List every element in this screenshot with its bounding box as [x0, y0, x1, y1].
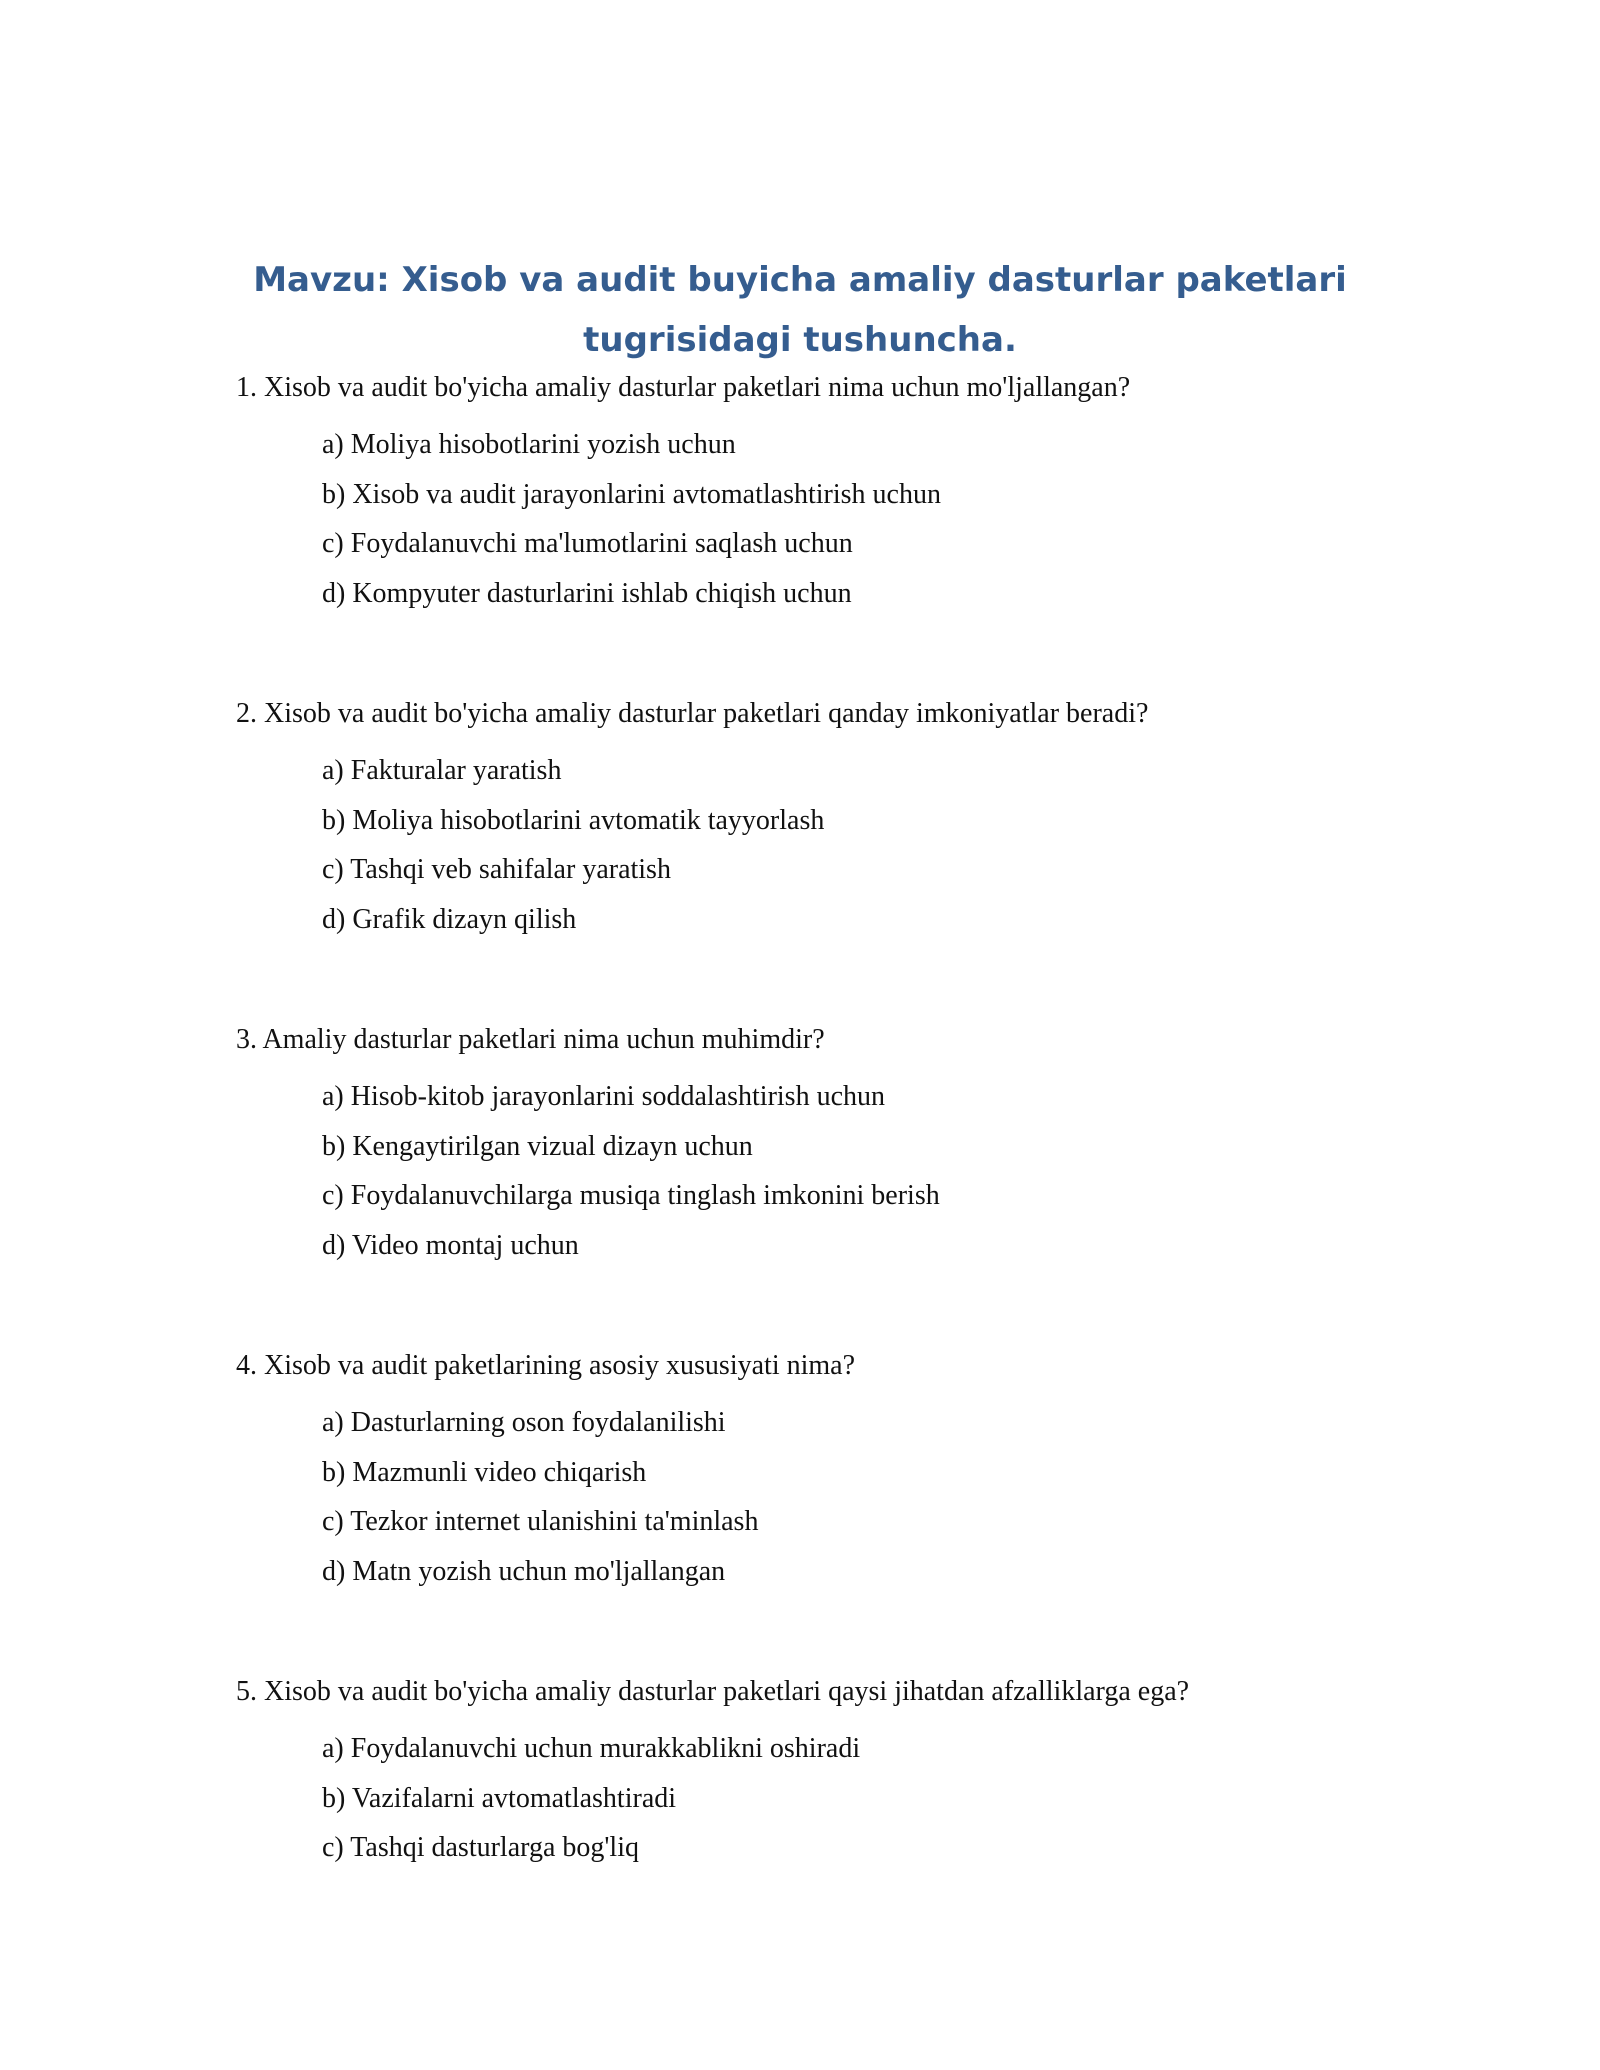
question-4: [236, 1344, 1416, 1596]
answer-options: [322, 746, 1416, 944]
answer-option-a: a) Fakturalar yaratish: [322, 755, 562, 786]
answer-option-b: b) Kengaytirilgan vizual dizayn uchun: [322, 1130, 753, 1162]
answer-options: [322, 1724, 1416, 1873]
answer-options: [322, 1072, 1416, 1270]
answer-option-d: d) Kompyuter dasturlarini ishlab chiqish uchun: [322, 577, 852, 609]
answer-option-c: c) Tashqi dasturlarga bog'liq: [322, 1832, 639, 1863]
question-text: 5. Xisob va audit bo'yicha amaliy dasturlar paketlari qaysi jihatdan afzalliklarga ega?: [236, 1676, 1190, 1707]
answer-option-c: c) Tezkor internet ulanishini ta'minlash: [322, 1506, 759, 1537]
answer-option-d: d) Grafik dizayn qilish: [322, 903, 577, 935]
answer-option-a: a) Hisob-kitob jarayonlarini soddalashtirish uchun: [322, 1081, 885, 1112]
question-text: 1. Xisob va audit bo'yicha amaliy dasturlar paketlari nima uchun mo'ljallangan?: [236, 372, 1131, 403]
question-text: 4. Xisob va audit paketlarining asosiy xususiyati nima?: [236, 1350, 856, 1381]
question-text: 2. Xisob va audit bo'yicha amaliy dasturlar paketlari qanday imkoniyatlar beradi?: [236, 698, 1149, 729]
answer-option-c: c) Foydalanuvchi ma'lumotlarini saqlash uchun: [322, 528, 853, 559]
answer-option-b: b) Mazmunli video chiqarish: [322, 1456, 647, 1488]
answer-options: [322, 1398, 1416, 1596]
answer-option-d: d) Video montaj uchun: [322, 1229, 579, 1261]
answer-options: [322, 420, 1416, 618]
question-2: [236, 692, 1416, 944]
question-5: [236, 1670, 1416, 1873]
answer-option-a: a) Dasturlarning oson foydalanilishi: [322, 1407, 726, 1438]
question-text: 3. Amaliy dasturlar paketlari nima uchun muhimdir?: [236, 1024, 825, 1055]
page-title-line-2: tugrisidagi tushuncha.: [583, 320, 1017, 360]
question-3: [236, 1018, 1416, 1270]
page-title: [236, 250, 1364, 370]
question-1: [236, 366, 1416, 618]
answer-option-b: b) Vazifalarni avtomatlashtiradi: [322, 1782, 677, 1814]
answer-option-b: b) Moliya hisobotlarini avtomatik tayyorlash: [322, 804, 825, 836]
page-title-line-1: Mavzu: Xisob va audit buyicha amaliy dasturlar paketlari: [253, 260, 1347, 300]
answer-option-b: b) Xisob va audit jarayonlarini avtomatlashtirish uchun: [322, 478, 941, 510]
answer-option-a: a) Moliya hisobotlarini yozish uchun: [322, 429, 736, 460]
answer-option-d: d) Matn yozish uchun mo'ljallangan: [322, 1555, 726, 1587]
answer-option-a: a) Foydalanuvchi uchun murakkablikni oshiradi: [322, 1733, 861, 1764]
question-list: [236, 366, 1416, 1947]
answer-option-c: c) Foydalanuvchilarga musiqa tinglash imkonini berish: [322, 1180, 940, 1211]
answer-option-c: c) Tashqi veb sahifalar yaratish: [322, 854, 671, 885]
